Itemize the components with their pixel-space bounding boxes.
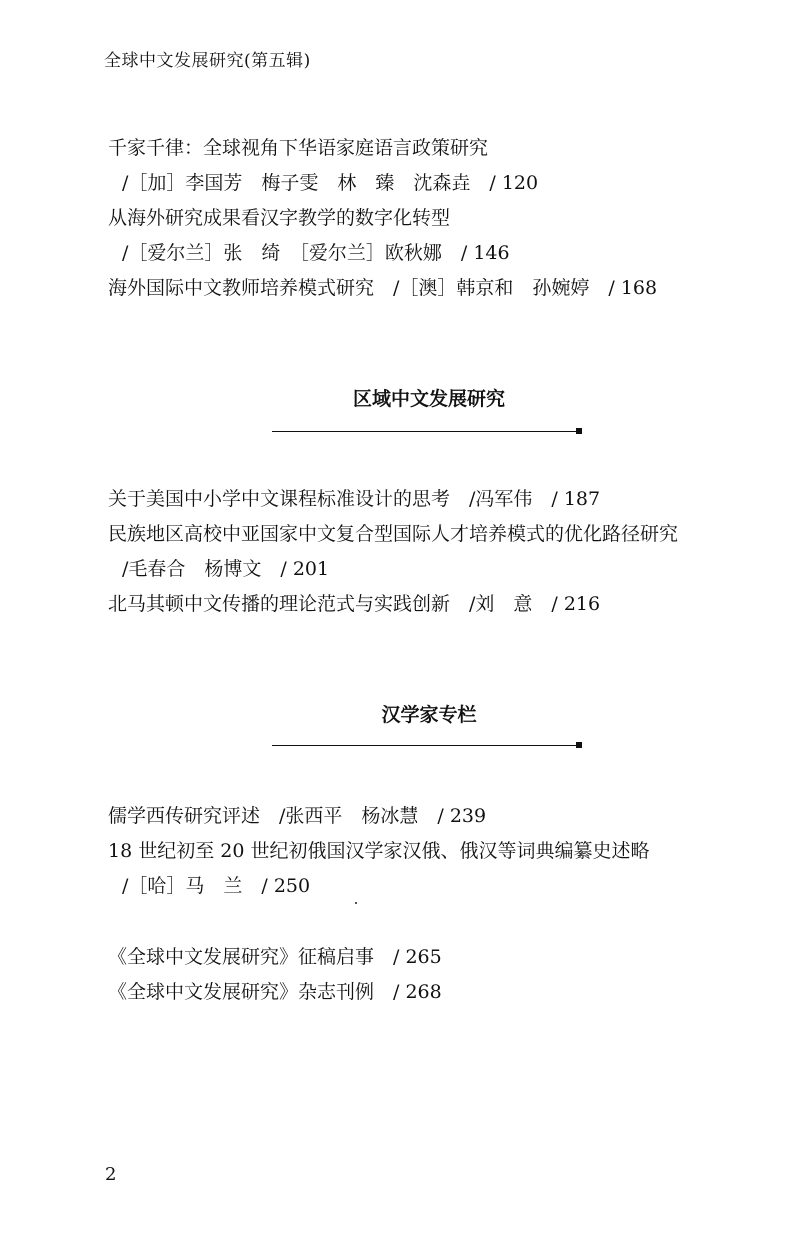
print-speck — [355, 902, 357, 904]
toc-entry-authors: /毛春合 杨博文 / 201 — [122, 558, 330, 580]
toc-entry: 儒学西传研究评述 /张西平 杨冰慧 / 239 — [108, 805, 487, 827]
section-divider — [272, 431, 576, 432]
toc-entry-authors: /［爱尔兰］张 绮 ［爱尔兰］欧秋娜 / 146 — [122, 242, 510, 264]
section-divider — [272, 745, 576, 746]
toc-entry-authors: /［哈］马 兰 / 250 — [122, 875, 311, 897]
running-head: 全球中文发展研究(第五辑) — [104, 51, 311, 71]
section-heading: 区域中文发展研究 — [352, 388, 505, 410]
toc-entry: 《全球中文发展研究》征稿启事 / 265 — [108, 946, 442, 968]
section-heading: 汉学家专栏 — [381, 704, 477, 726]
toc-entry-authors: /［加］李国芳 梅子雯 林 臻 沈森垚 / 120 — [122, 172, 539, 194]
toc-entry: 海外国际中文教师培养模式研究 /［澳］韩京和 孙婉婷 / 168 — [108, 277, 658, 299]
toc-entry-title: 从海外研究成果看汉字教学的数字化转型 — [108, 207, 451, 229]
toc-entry: 《全球中文发展研究》杂志刊例 / 268 — [108, 981, 442, 1003]
section-divider-dot — [576, 742, 582, 748]
toc-entry-title: 18 世纪初至 20 世纪初俄国汉学家汉俄、俄汉等词典编纂史述略 — [108, 840, 650, 862]
toc-entry: 关于美国中小学中文课程标准设计的思考 /冯军伟 / 187 — [108, 488, 601, 510]
page-number: 2 — [105, 1164, 117, 1185]
toc-entry-title: 民族地区高校中亚国家中文复合型国际人才培养模式的优化路径研究 — [108, 523, 679, 545]
toc-entry-title: 千家千律：全球视角下华语家庭语言政策研究 — [108, 137, 489, 159]
toc-entry: 北马其顿中文传播的理论范式与实践创新 /刘 意 / 216 — [108, 593, 601, 615]
section-divider-dot — [576, 428, 582, 434]
